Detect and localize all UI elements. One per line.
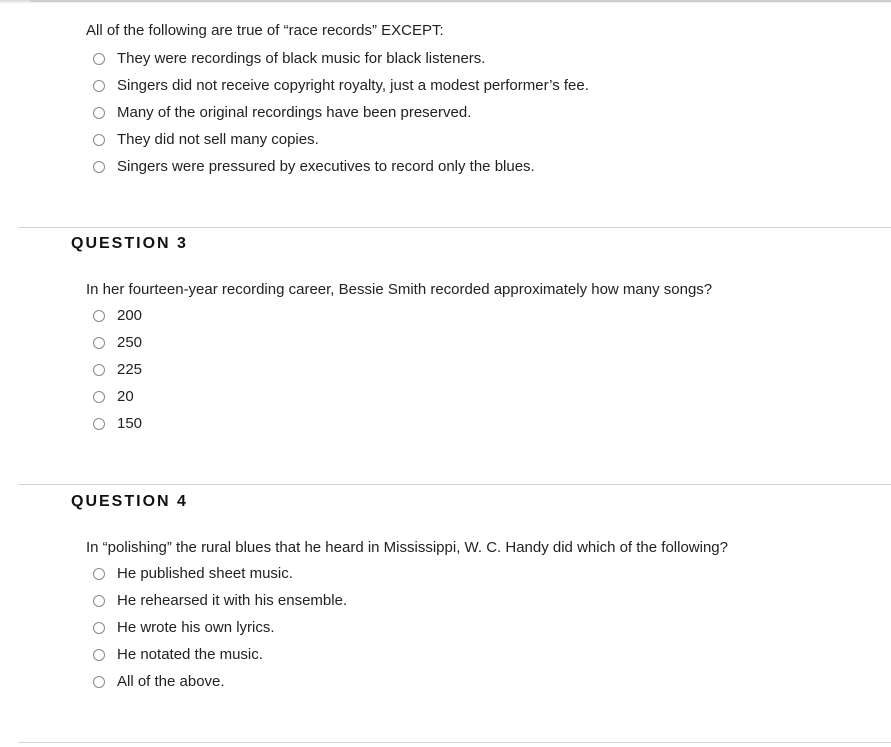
question-4-option[interactable]: He notated the music.: [93, 641, 347, 668]
question-4-header: QUESTION 4: [71, 493, 188, 510]
question-4-option[interactable]: He rehearsed it with his ensemble.: [93, 587, 347, 614]
radio-button[interactable]: [93, 364, 105, 376]
radio-button[interactable]: [93, 80, 105, 92]
question-4-text: In “polishing” the rural blues that he heard in Mississippi, W. C. Handy did which of the following?: [86, 539, 728, 556]
radio-button[interactable]: [93, 568, 105, 580]
question-3-option[interactable]: 150: [93, 410, 142, 437]
question-4-option[interactable]: He wrote his own lyrics.: [93, 614, 347, 641]
top-border: [30, 0, 891, 2]
question-2-options: [93, 45, 589, 180]
question-3-option[interactable]: 250: [93, 329, 142, 356]
radio-button[interactable]: [93, 337, 105, 349]
question-2-option[interactable]: They were recordings of black music for black listeners.: [93, 45, 589, 72]
question-2-text: All of the following are true of “race records” EXCEPT:: [86, 22, 444, 39]
question-2-option[interactable]: Singers did not receive copyright royalty, just a modest performer’s fee.: [93, 72, 589, 99]
radio-button[interactable]: [93, 134, 105, 146]
radio-button[interactable]: [93, 595, 105, 607]
question-3-header: QUESTION 3: [71, 235, 188, 252]
radio-button[interactable]: [93, 53, 105, 65]
question-2-option[interactable]: They did not sell many copies.: [93, 126, 589, 153]
question-3-option[interactable]: 200: [93, 302, 142, 329]
question-3-options: [93, 302, 142, 437]
question-4-option[interactable]: All of the above.: [93, 668, 347, 695]
question-3-option[interactable]: 225: [93, 356, 142, 383]
radio-button[interactable]: [93, 161, 105, 173]
question-4-options: [93, 560, 347, 695]
section-divider: [18, 484, 891, 485]
radio-button[interactable]: [93, 676, 105, 688]
radio-button[interactable]: [93, 107, 105, 119]
radio-button[interactable]: [93, 391, 105, 403]
question-2-option[interactable]: Many of the original recordings have been preserved.: [93, 99, 589, 126]
question-4-option[interactable]: He published sheet music.: [93, 560, 347, 587]
radio-button[interactable]: [93, 310, 105, 322]
section-divider: [18, 227, 891, 228]
question-2-option[interactable]: Singers were pressured by executives to record only the blues.: [93, 153, 589, 180]
radio-button[interactable]: [93, 649, 105, 661]
question-3-text: In her fourteen-year recording career, Bessie Smith recorded approximately how many songs?: [86, 281, 713, 298]
radio-button[interactable]: [93, 622, 105, 634]
radio-button[interactable]: [93, 418, 105, 430]
question-3-option[interactable]: 20: [93, 383, 142, 410]
section-divider: [18, 742, 891, 743]
